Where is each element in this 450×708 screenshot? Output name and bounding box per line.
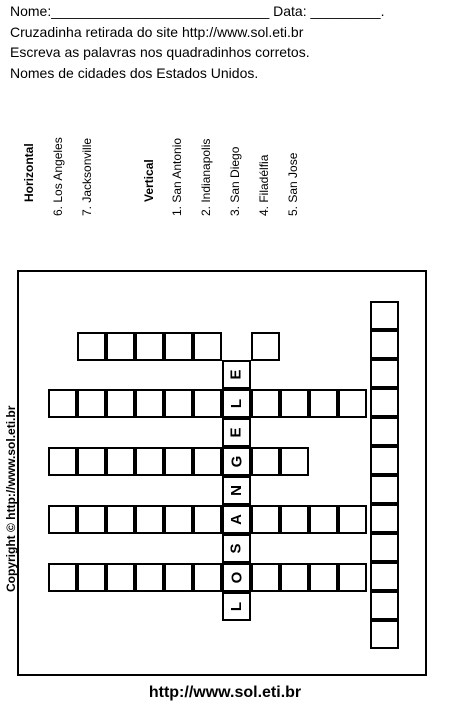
crossword-cell[interactable] xyxy=(135,389,164,418)
crossword-cell[interactable] xyxy=(338,389,367,418)
answer-letter: E xyxy=(227,427,245,438)
crossword-cell[interactable] xyxy=(106,332,135,361)
answer-letter: L xyxy=(227,398,245,409)
crossword-cell[interactable] xyxy=(370,446,399,475)
crossword-cell[interactable] xyxy=(370,330,399,359)
answer-cell[interactable] xyxy=(222,505,251,534)
crossword-cell[interactable] xyxy=(251,447,280,476)
answer-cell[interactable] xyxy=(222,592,251,621)
crossword-cell[interactable] xyxy=(251,389,280,418)
vertical-title: Vertical xyxy=(142,159,156,202)
crossword-cell[interactable] xyxy=(164,563,193,592)
crossword-cell[interactable] xyxy=(309,505,338,534)
crossword-cell[interactable] xyxy=(309,563,338,592)
source-line: Cruzadinha retirada do site http://www.sol.eti.br xyxy=(10,24,304,40)
answer-cell[interactable] xyxy=(222,447,251,476)
answer-letter: G xyxy=(227,455,245,468)
answer-letter: O xyxy=(227,571,245,584)
vertical-clue-2: 2. Indianapolis xyxy=(199,138,213,216)
crossword-cell[interactable] xyxy=(77,332,106,361)
crossword-cell[interactable] xyxy=(164,332,193,361)
vertical-clue-1: 1. San Antonio xyxy=(170,137,184,216)
crossword-cell[interactable] xyxy=(48,389,77,418)
crossword-cell[interactable] xyxy=(280,563,309,592)
crossword-cell[interactable] xyxy=(48,447,77,476)
crossword-cell[interactable] xyxy=(370,533,399,562)
crossword-cell[interactable] xyxy=(280,447,309,476)
crossword-cell[interactable] xyxy=(164,505,193,534)
crossword-cell[interactable] xyxy=(251,332,280,361)
crossword-cell[interactable] xyxy=(77,563,106,592)
crossword-cell[interactable] xyxy=(370,475,399,504)
crossword-cell[interactable] xyxy=(77,505,106,534)
answer-letter: E xyxy=(227,369,245,380)
answer-cell[interactable] xyxy=(222,418,251,447)
theme-line: Nomes de cidades dos Estados Unidos. xyxy=(10,65,259,81)
crossword-cell[interactable] xyxy=(370,562,399,591)
crossword-cell[interactable] xyxy=(193,332,222,361)
name-date-line: Nome:____________________________ Data: _________. xyxy=(10,3,385,19)
crossword-cell[interactable] xyxy=(164,447,193,476)
answer-cell[interactable] xyxy=(222,563,251,592)
footer-url: http://www.sol.eti.br xyxy=(148,684,302,701)
crossword-cell[interactable] xyxy=(193,447,222,476)
crossword-cell[interactable] xyxy=(48,563,77,592)
crossword-cell[interactable] xyxy=(370,301,399,330)
crossword-cell[interactable] xyxy=(338,563,367,592)
crossword-cell[interactable] xyxy=(193,389,222,418)
crossword-cell[interactable] xyxy=(251,505,280,534)
answer-letter: L xyxy=(227,601,245,612)
crossword-cell[interactable] xyxy=(193,505,222,534)
horizontal-clue-7: 7. Jacksonville xyxy=(80,137,94,216)
crossword-cell[interactable] xyxy=(251,563,280,592)
crossword-cell[interactable] xyxy=(370,388,399,417)
crossword-cell[interactable] xyxy=(370,504,399,533)
crossword-cell[interactable] xyxy=(135,332,164,361)
vertical-clue-4: 4. Filadélfia xyxy=(257,154,271,216)
crossword-cell[interactable] xyxy=(370,620,399,649)
vertical-clue-5: 5. San Jose xyxy=(286,152,300,216)
crossword-cell[interactable] xyxy=(280,505,309,534)
crossword-cell[interactable] xyxy=(106,563,135,592)
horizontal-clue-6: 6. Los Angeles xyxy=(51,137,65,216)
answer-cell[interactable] xyxy=(222,534,251,563)
copyright-notice: Copyright © http://www.sol.eti.br xyxy=(4,405,18,592)
crossword-cell[interactable] xyxy=(370,359,399,388)
answer-cell[interactable] xyxy=(222,389,251,418)
crossword-cell[interactable] xyxy=(48,505,77,534)
crossword-cell[interactable] xyxy=(370,591,399,620)
answer-cell[interactable] xyxy=(222,476,251,505)
crossword-cell[interactable] xyxy=(309,389,338,418)
crossword-cell[interactable] xyxy=(77,447,106,476)
crossword-cell[interactable] xyxy=(280,389,309,418)
crossword-cell[interactable] xyxy=(106,505,135,534)
crossword-cell[interactable] xyxy=(135,563,164,592)
crossword-cell[interactable] xyxy=(164,389,193,418)
crossword-cell[interactable] xyxy=(77,389,106,418)
crossword-cell[interactable] xyxy=(135,447,164,476)
instructions-line: Escreva as palavras nos quadradinhos corretos. xyxy=(10,44,310,60)
crossword-cell[interactable] xyxy=(106,389,135,418)
crossword-cell[interactable] xyxy=(106,447,135,476)
vertical-clue-3: 3. San Diego xyxy=(228,146,242,216)
answer-letter: N xyxy=(228,485,245,496)
crossword-cell[interactable] xyxy=(135,505,164,534)
answer-cell[interactable] xyxy=(222,360,251,389)
crossword-cell[interactable] xyxy=(193,563,222,592)
crossword-cell[interactable] xyxy=(370,417,399,446)
horizontal-title: Horizontal xyxy=(22,143,36,202)
answer-letter: S xyxy=(227,543,245,554)
answer-letter: A xyxy=(228,514,245,525)
crossword-cell[interactable] xyxy=(338,505,367,534)
